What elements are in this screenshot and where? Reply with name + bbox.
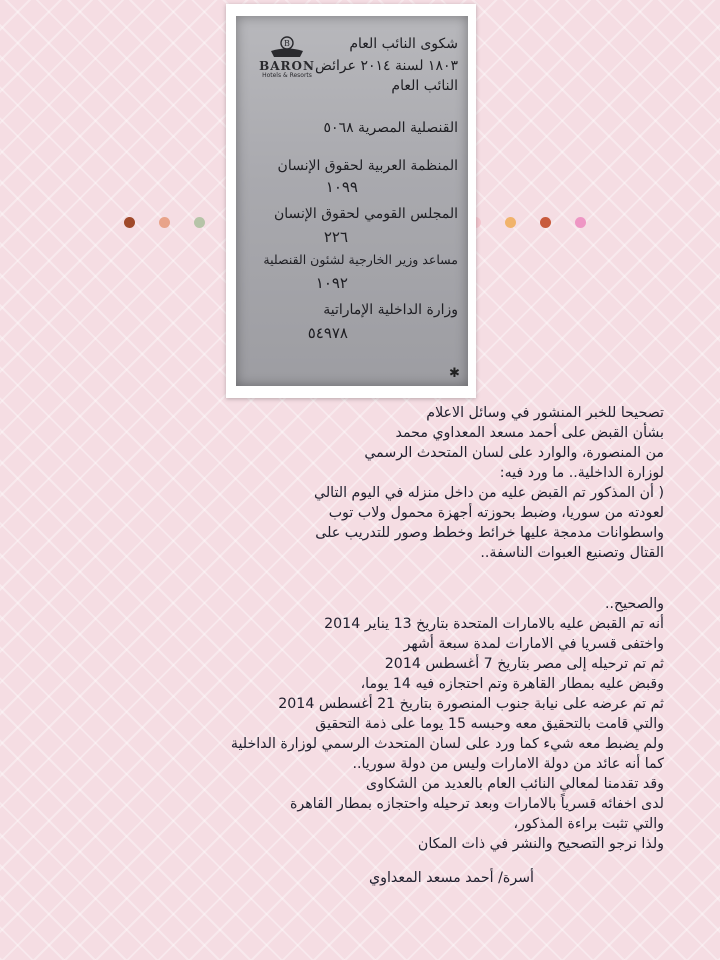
text-line: والتي تثبت براءة المذكور،: [513, 816, 664, 832]
text-line: وقبض عليه بمطار القاهرة وتم احتجازه فيه 14 يوما،: [360, 676, 664, 692]
decorative-dots-left: [124, 214, 205, 230]
handwritten-note-photo: [226, 4, 476, 398]
baron-hotel-logo: [256, 36, 318, 80]
text-line: القتال وتصنيع العبوات الناسفة..: [480, 545, 664, 561]
logo-brand: BARON: [259, 59, 315, 73]
signature: أسرة/ أحمد مسعد المعداوي: [369, 870, 534, 886]
note-line: ١٨٠٣ لسنة ٢٠١٤ عرائض: [314, 58, 458, 74]
text-line: وقد تقدمنا لمعالي النائب العام بالعديد من الشكاوى: [366, 776, 664, 792]
text-line: لوزارة الداخلية.. ما ورد فيه:: [499, 465, 664, 481]
decor-dot: [505, 217, 516, 228]
decorative-dots-right: [470, 214, 586, 230]
decor-dot: [194, 217, 205, 228]
note-line: المجلس القومي لحقوق الإنسان: [273, 206, 458, 222]
note-line: وزارة الداخلية الإماراتية: [323, 302, 458, 318]
text-line: واسطوانات مدمجة عليها خرائط وخطط وصور للتدريب على: [315, 525, 664, 541]
text-line: من المنصورة، والوارد على لسان المتحدث الرسمي: [364, 445, 664, 461]
asterisk-icon: ✱: [449, 366, 460, 381]
logo-tagline: Hotels & Resorts: [262, 72, 312, 79]
note-number: ٥٤٩٧٨: [307, 324, 348, 342]
note-line: المنظمة العربية لحقوق الإنسان: [277, 158, 458, 174]
text-line: ولم يضبط معه شيء كما ورد على لسان المتحدث الرسمي لوزارة الداخلية: [230, 736, 664, 752]
text-line: ثم تم ترحيله إلى مصر بتاريخ 7 أغسطس 2014: [384, 656, 664, 672]
decor-dot: [575, 217, 586, 228]
text-line: ثم تم عرضه على نيابة جنوب المنصورة بتاريخ 21 أغسطس 2014: [278, 696, 664, 712]
note-number: ١٠٩٢: [315, 274, 348, 292]
correction-statement: [64, 403, 664, 888]
text-line: ولذا نرجو التصحيح والنشر في ذات المكان: [417, 836, 664, 852]
handwritten-note: [236, 16, 468, 386]
note-line: النائب العام: [391, 78, 458, 94]
note-number: ١٠٩٩: [325, 178, 358, 196]
text-line: واختفى قسريا في الامارات لمدة سبعة أشهر: [403, 636, 664, 652]
text-line: كما أنه عائد من دولة الامارات وليس من دولة سوريا..: [352, 756, 664, 772]
paragraph-gap: [64, 563, 664, 594]
note-number: ٢٢٦: [323, 228, 348, 246]
text-line: والصحيح..: [604, 596, 664, 612]
crown-icon: [267, 36, 307, 60]
text-line: لدى اخفائه قسرياً بالامارات وبعد ترحيله واحتجازه بمطار القاهرة: [290, 796, 664, 812]
decor-dot: [124, 217, 135, 228]
text-line: أنه تم القبض عليه بالامارات المتحدة بتاريخ 13 يناير 2014: [324, 616, 664, 632]
decor-dot: [159, 217, 170, 228]
text-line: والتي قامت بالتحقيق معه وحبسه 15 يوما على ذمة التحقيق: [315, 716, 664, 732]
text-line: تصحيحا للخبر المنشور في وسائل الاعلام: [426, 405, 664, 421]
text-line: بشأن القبض على أحمد مسعد المعداوي محمد: [395, 425, 664, 441]
text-line: لعودته من سوريا، وضبط بحوزته أجهزة محمول ولاب توب: [328, 505, 664, 521]
note-line: شكوى النائب العام: [349, 36, 458, 52]
note-line: القنصلية المصرية ٥٠٦٨: [323, 120, 458, 136]
svg-text:B: B: [284, 39, 290, 48]
note-line: مساعد وزير الخارجية لشئون القنصلية: [263, 252, 458, 267]
decor-dot: [540, 217, 551, 228]
text-line: ( أن المذكور تم القبض عليه من داخل منزله في اليوم التالي: [314, 485, 664, 501]
